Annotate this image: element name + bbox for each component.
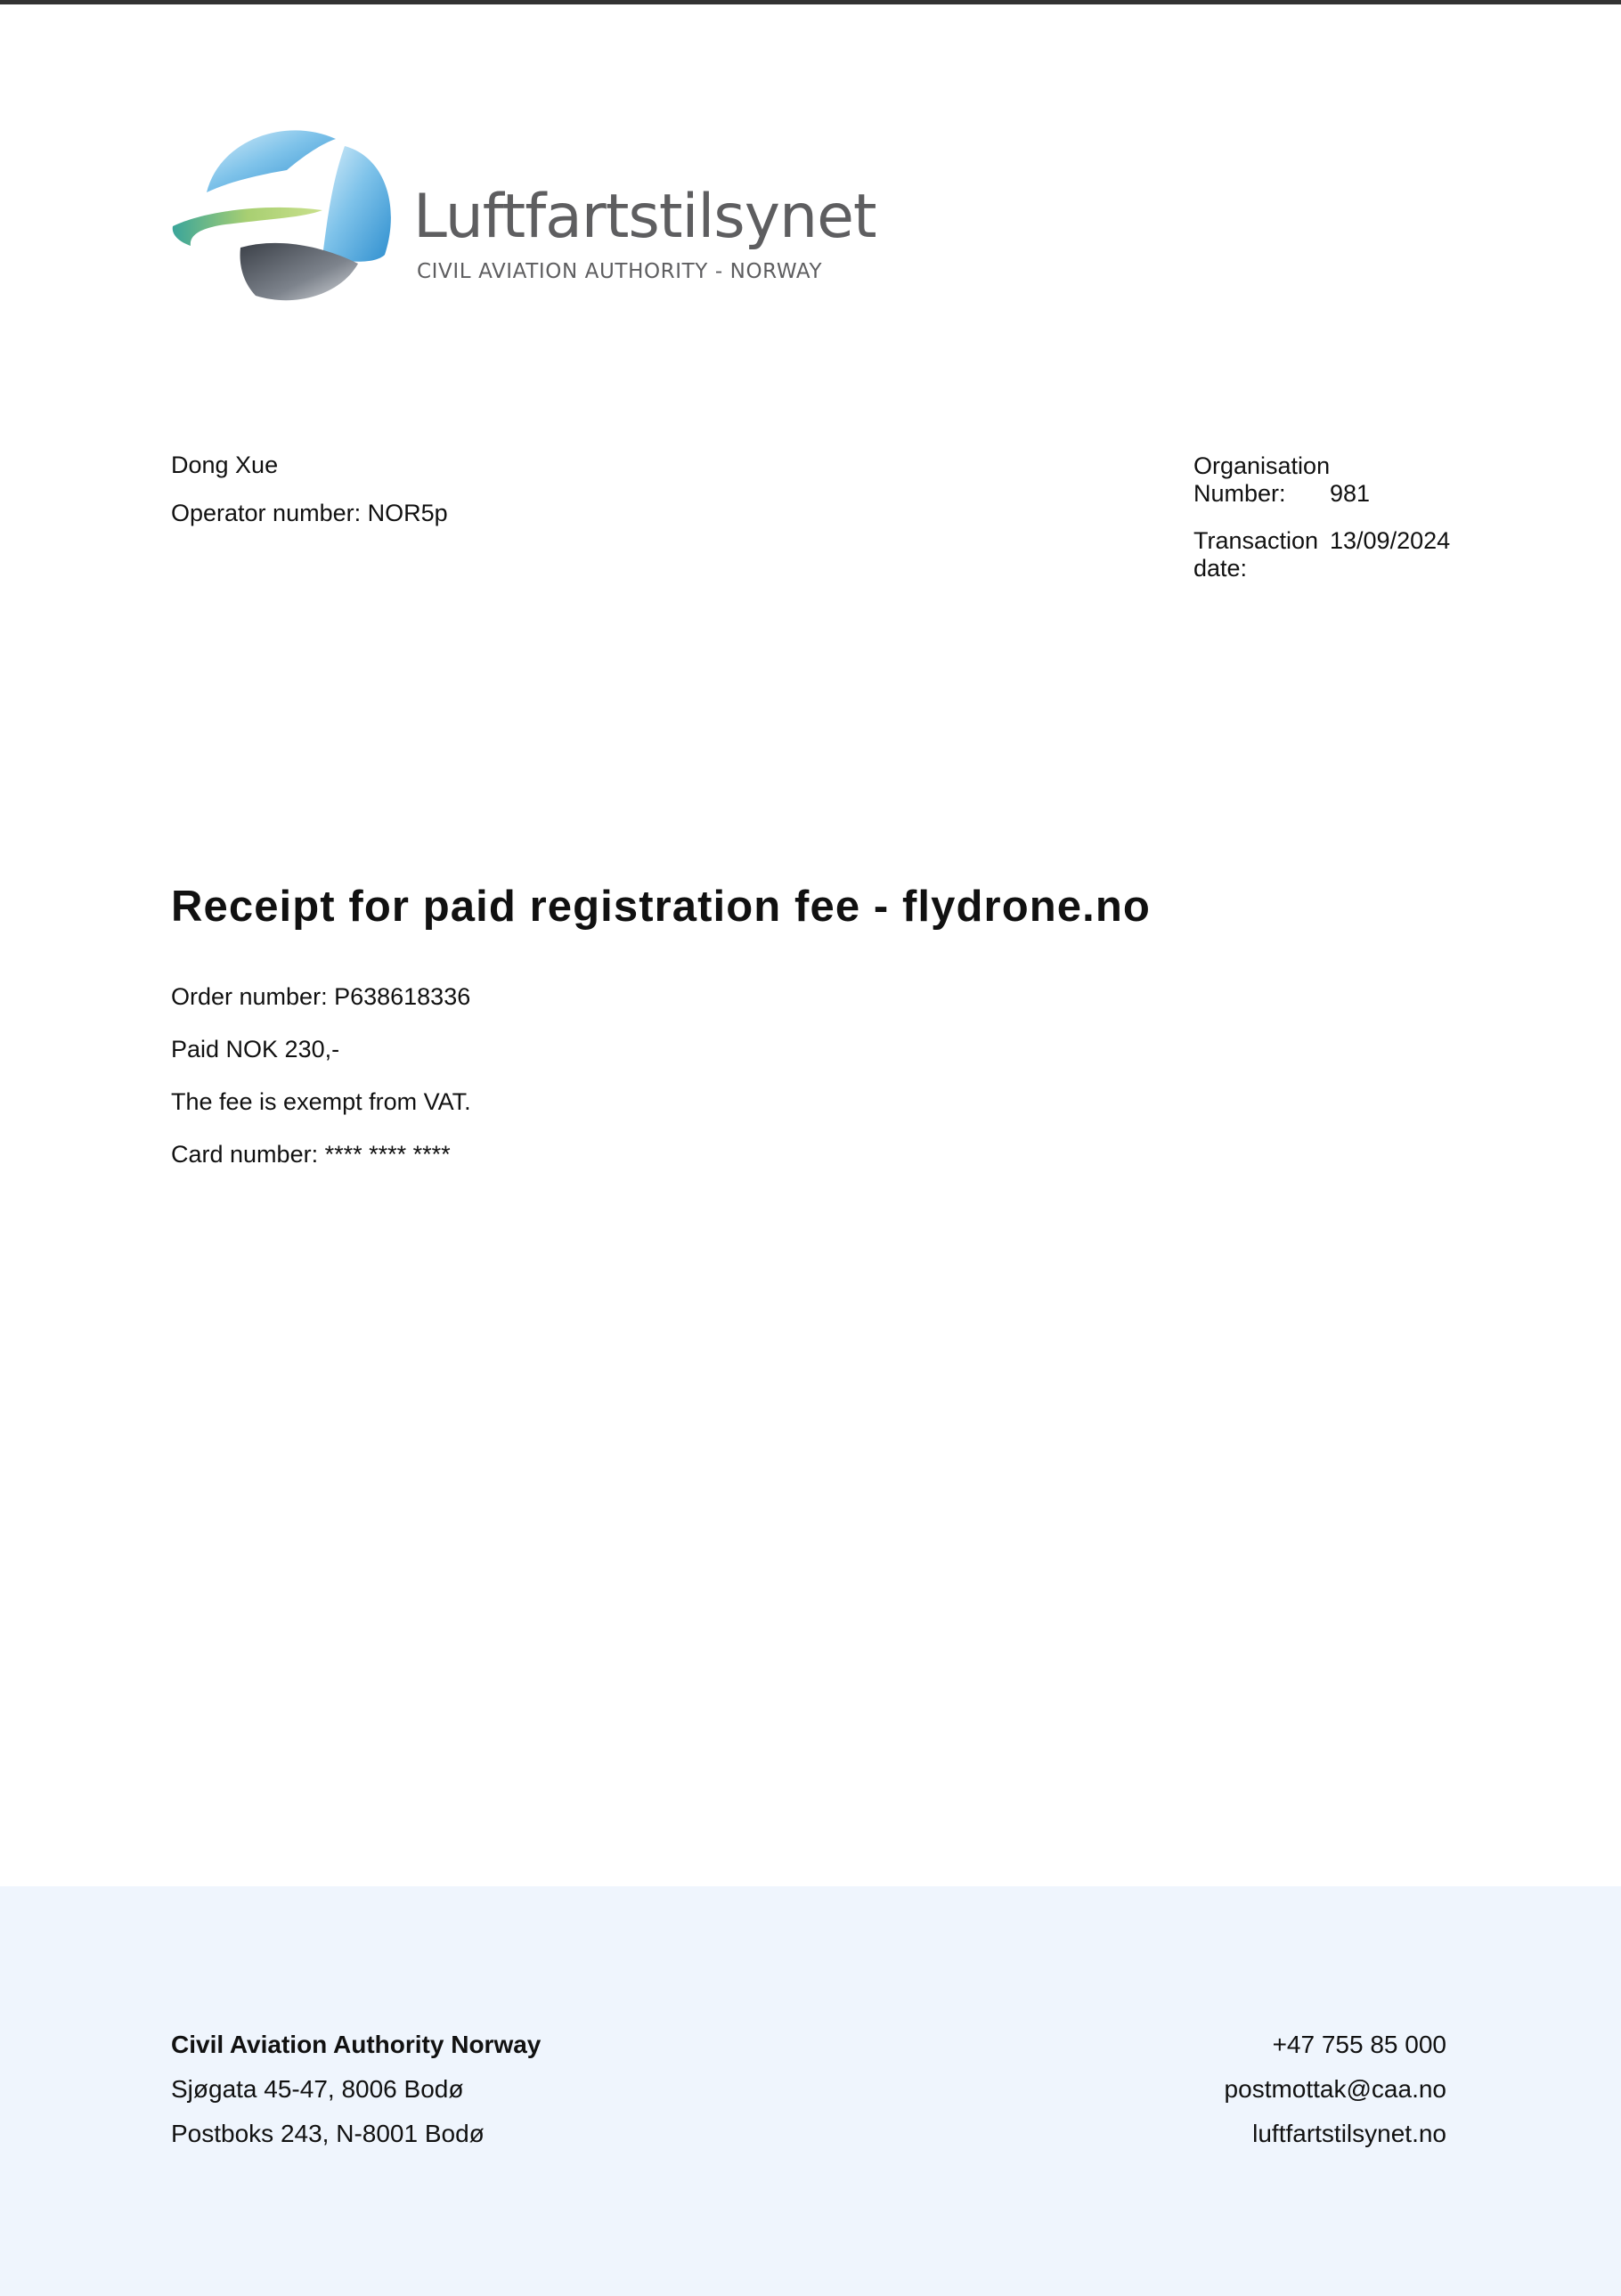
transaction-date-value: 13/09/2024	[1330, 527, 1451, 554]
logo-wordmark: Luftfartstilsynet	[413, 182, 876, 252]
receipt-title: Receipt for paid registration fee - flydrone.no	[171, 883, 1151, 931]
transaction-date-label: Transaction date:	[1193, 527, 1319, 582]
vat-note: The fee is exempt from VAT.	[171, 1088, 471, 1115]
logo-tagline: CIVIL AVIATION AUTHORITY - NORWAY	[417, 260, 823, 283]
logo-emblem-icon	[171, 121, 411, 317]
paid-amount: Paid NOK 230,-	[171, 1036, 340, 1063]
operator-number: Operator number: NOR5p	[171, 500, 448, 526]
footer	[0, 1886, 1621, 2296]
footer-org-name: Civil Aviation Authority Norway	[171, 2031, 542, 2058]
recipient-name: Dong Xue	[171, 452, 279, 478]
top-border	[0, 0, 1621, 4]
org-number-label: Organisation Number:	[1193, 452, 1331, 507]
order-number: Order number: P638618336	[171, 983, 471, 1010]
org-number-value: 981	[1330, 480, 1371, 507]
luftfartstilsynet-logo	[171, 121, 876, 317]
footer-address-street: Sjøgata 45-47, 8006 Bodø	[171, 2075, 464, 2103]
card-number: Card number: **** **** ****	[171, 1141, 451, 1168]
footer-email-link[interactable]: postmottak@caa.no	[1224, 2075, 1446, 2103]
footer-website-link[interactable]: luftfartstilsynet.no	[1252, 2120, 1446, 2147]
footer-address-postbox: Postboks 243, N-8001 Bodø	[171, 2120, 485, 2147]
footer-phone[interactable]: +47 755 85 000	[1272, 2031, 1446, 2058]
